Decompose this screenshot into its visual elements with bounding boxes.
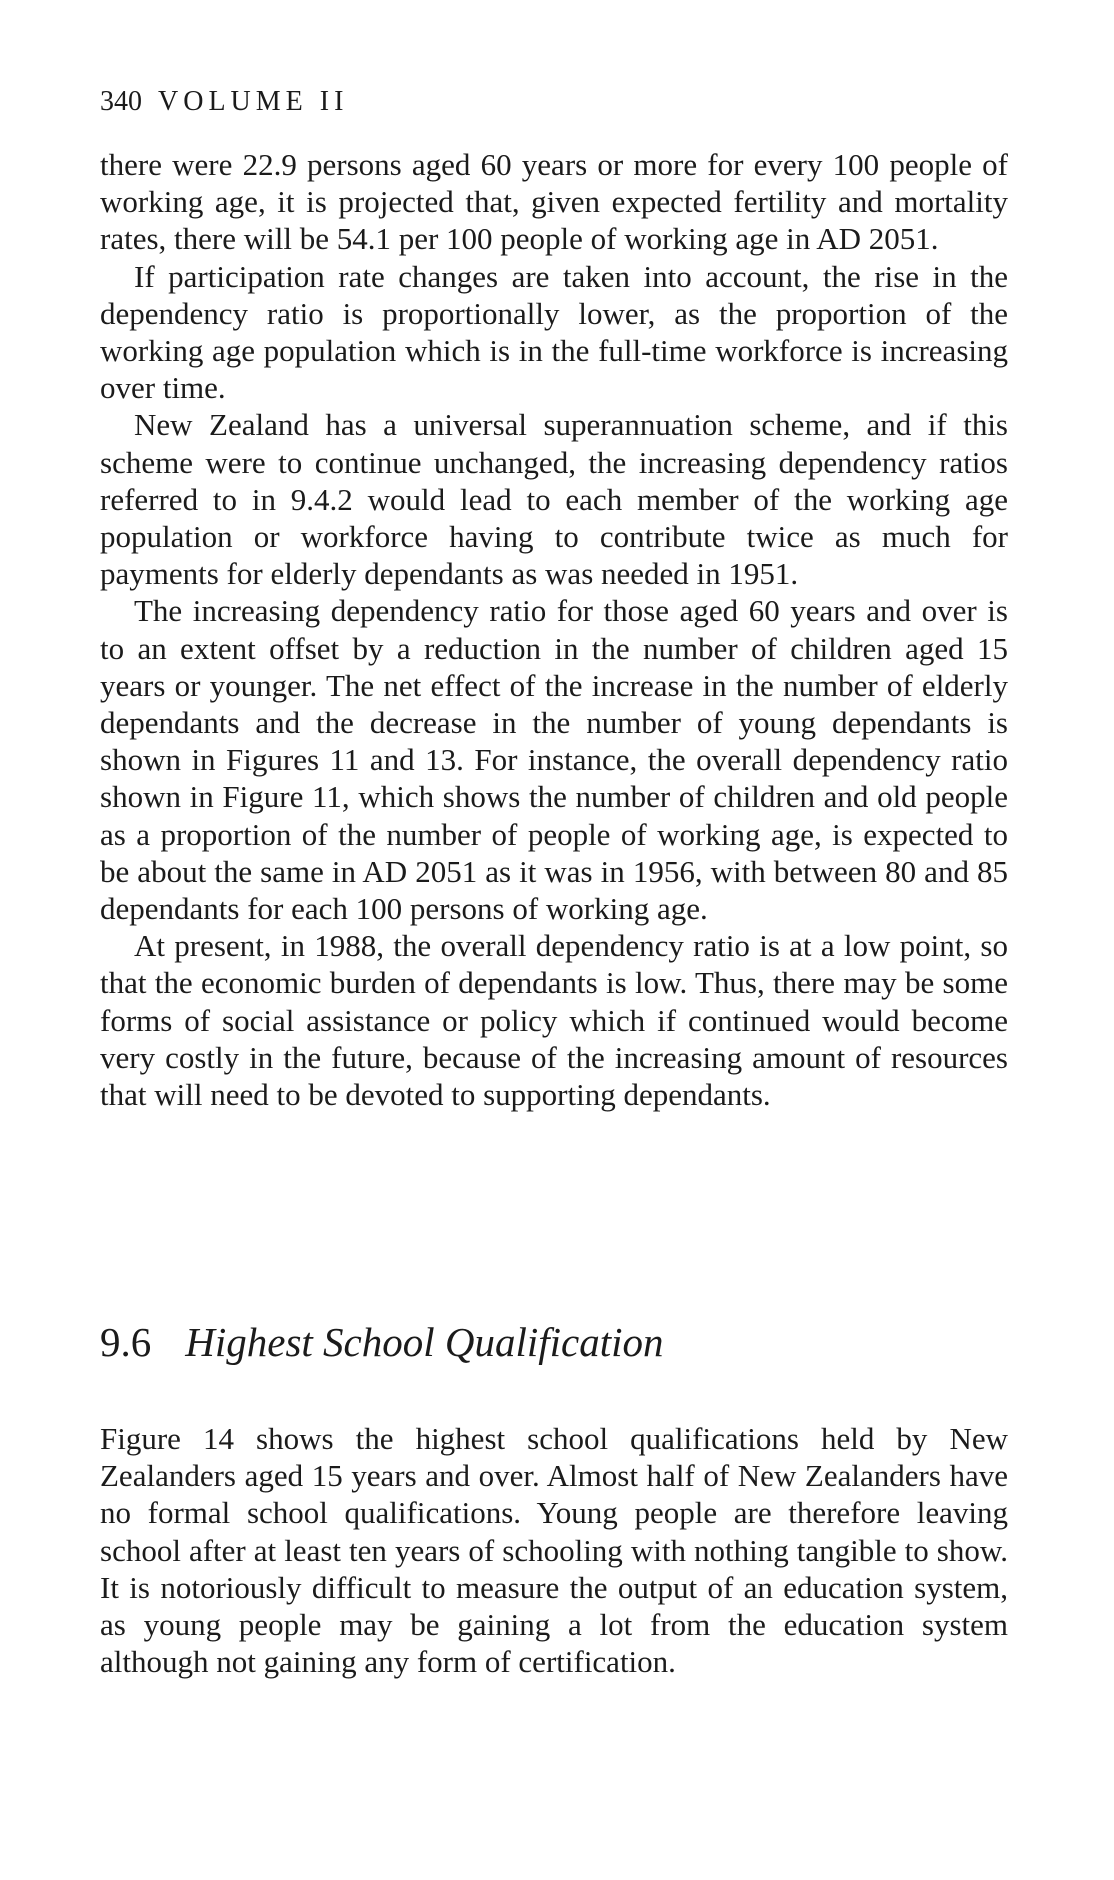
paragraph-superannuation: New Zealand has a universal superannuation scheme, and if this scheme were to continue unchanged, the increasing dependency ratios referred to in 9.4.2 would lead to each member of the working age population or workforce having to contribute twice as much for payments for elderly dependants as was needed in 1951.: [100, 407, 1008, 592]
paragraph-continued: there were 22.9 persons aged 60 years or more for every 100 people of working age, it is projected that, given expected fertility and mortality rates, there will be 54.1 per 100 people of working age in AD 2051.: [100, 147, 1008, 257]
paragraph-participation-rate: If participation rate changes are taken into account, the rise in the dependency ratio is proportionally lower, as the proportion of the working age population which is in the full-time workforce is increasing over time.: [100, 258, 1008, 406]
section-title: Highest School Qualification: [185, 1319, 664, 1365]
running-head: [100, 84, 348, 120]
paragraph-dependency-offset: The increasing dependency ratio for those aged 60 years and over is to an extent offset by a reduction in the number of children aged 15 years or younger. The net effect of the increase in the number of elderly dependants and the decrease in the number of young dependants is shown in Figures 11 and 13. For instance, the overall dependency ratio shown in Figure 11, which shows the number of children and old people as a proportion of the number of people of working age, is expected to be about the same in AD 2051 as it was in 1956, with between 80 and 85 dependants for each 100 persons of working age.: [100, 593, 1008, 927]
volume-label: VOLUME II: [158, 86, 349, 117]
section-heading: [100, 1316, 664, 1368]
page-number: 340: [100, 86, 142, 117]
section-body: [100, 1420, 1008, 1680]
body-text: [100, 146, 1008, 1113]
paragraph-present-1988: At present, in 1988, the overall dependency ratio is at a low point, so that the economic burden of dependants is low. Thus, there may be some forms of social assistance or policy which if continued would become very costly in the future, because of the increasing amount of resources that will need to be devoted to supporting dependants.: [100, 928, 1008, 1113]
paragraph-school-qualifications: Figure 14 shows the highest school qualifications held by New Zealanders aged 15 years and over. Almost half of New Zealanders have no formal school qualifications. Young people are therefore leaving school after at least ten years of schooling with nothing tangible to show. It is notoriously difficult to measure the output of an education system, as young people may be gaining a lot from the education system although not gaining any form of certification.: [100, 1421, 1008, 1680]
section-number: 9.6: [100, 1319, 152, 1365]
